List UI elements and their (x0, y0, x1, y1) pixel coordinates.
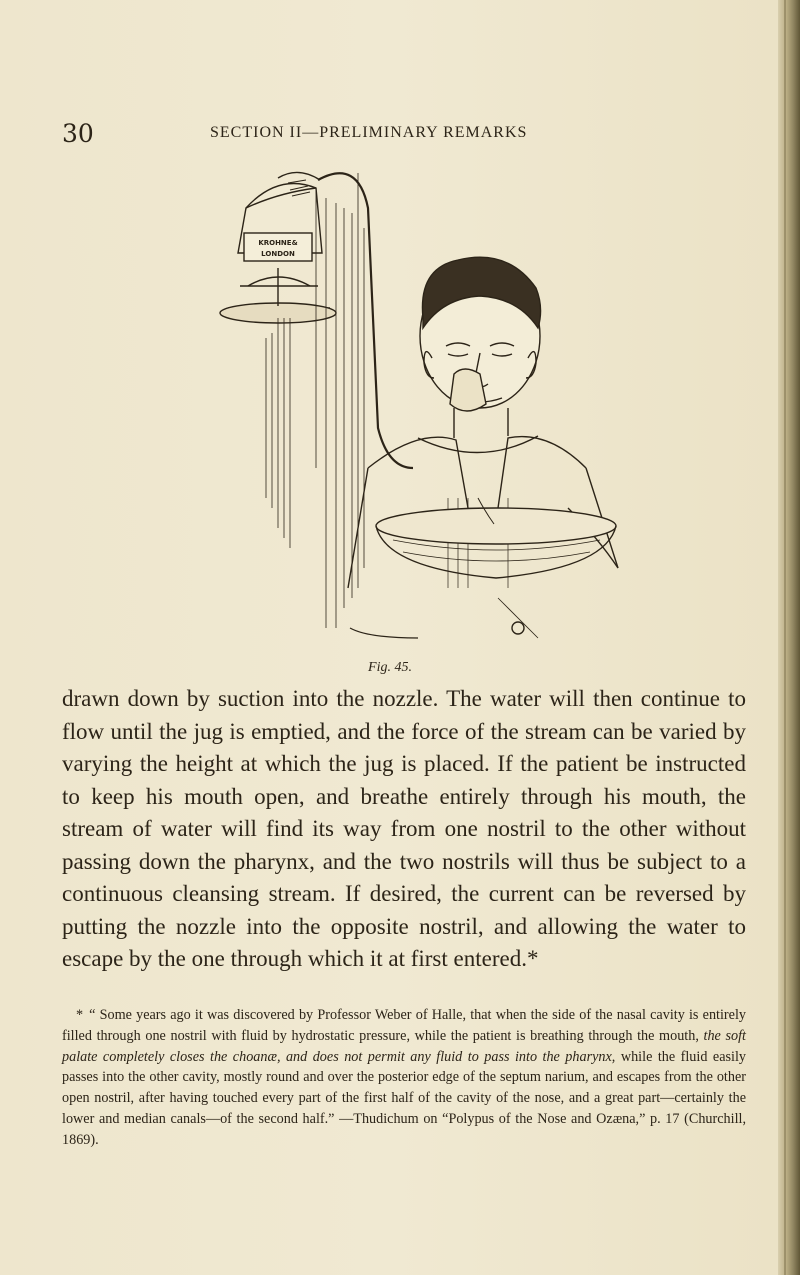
footnote-italic: the soft palate completely closes the choanæ, and does not permit any fluid to pass into the pharynx, (62, 1027, 746, 1065)
jug-label-line1: KROHNE& (258, 239, 298, 247)
page-number: 30 (62, 119, 94, 148)
jug-label-line2: LONDON (261, 250, 295, 258)
running-title: SECTION II—PRELIMINARY REMARKS (210, 124, 528, 141)
page-header (62, 119, 750, 149)
footnote-text-1: “ Some years ago it was discovered by Professor Weber of Halle, that when the side of the nasal cavity is entirely filled through one nostril with fluid by hydrostatic pressure, while the patient is breathing through the mouth, (62, 1007, 746, 1044)
basin-drawing (376, 498, 616, 578)
clip-ring (512, 622, 524, 634)
jug-drawing (220, 172, 336, 323)
illustration-nasal-douche (218, 168, 658, 658)
book-binding-edge (778, 0, 800, 1275)
siphon-tube (318, 173, 413, 468)
tube-end (350, 628, 418, 638)
footnote-text-2: while the fluid easily passes into the other cavity, mostly round and over the posterior edge of the septum narium, and escapes from the other open nostril, after having touched every part of the first half of the cavity of the nose, and a great part—certainly the lower and median canals—of the second half.” —Thudichum on “Polypus of the Nose and Ozæna,” p. 17 (Churchill, 1869). (62, 1048, 747, 1148)
body-paragraph: drawn down by suction into the nozzle. The water will then continue to flow until the jug is emptied, and the force of the stream can be varied by varying the height at which the jug is placed. If the patient be instructed to keep his mouth open, and breathe entirely through his mouth, the stream of water will find its way from one nostril to the other without passing down the pharynx, and the two nostrils will thus be subject to a continuous cleansing stream. If desired, the current can be reversed by putting the nozzle into the opposite nostril, and allowing the water to escape by the one through which it at first entered.* (62, 686, 746, 971)
footnote (62, 1005, 746, 1151)
figure-caption: Fig. 45. (368, 660, 412, 675)
footnote-marker: * (76, 1007, 84, 1023)
engraving (218, 168, 658, 658)
